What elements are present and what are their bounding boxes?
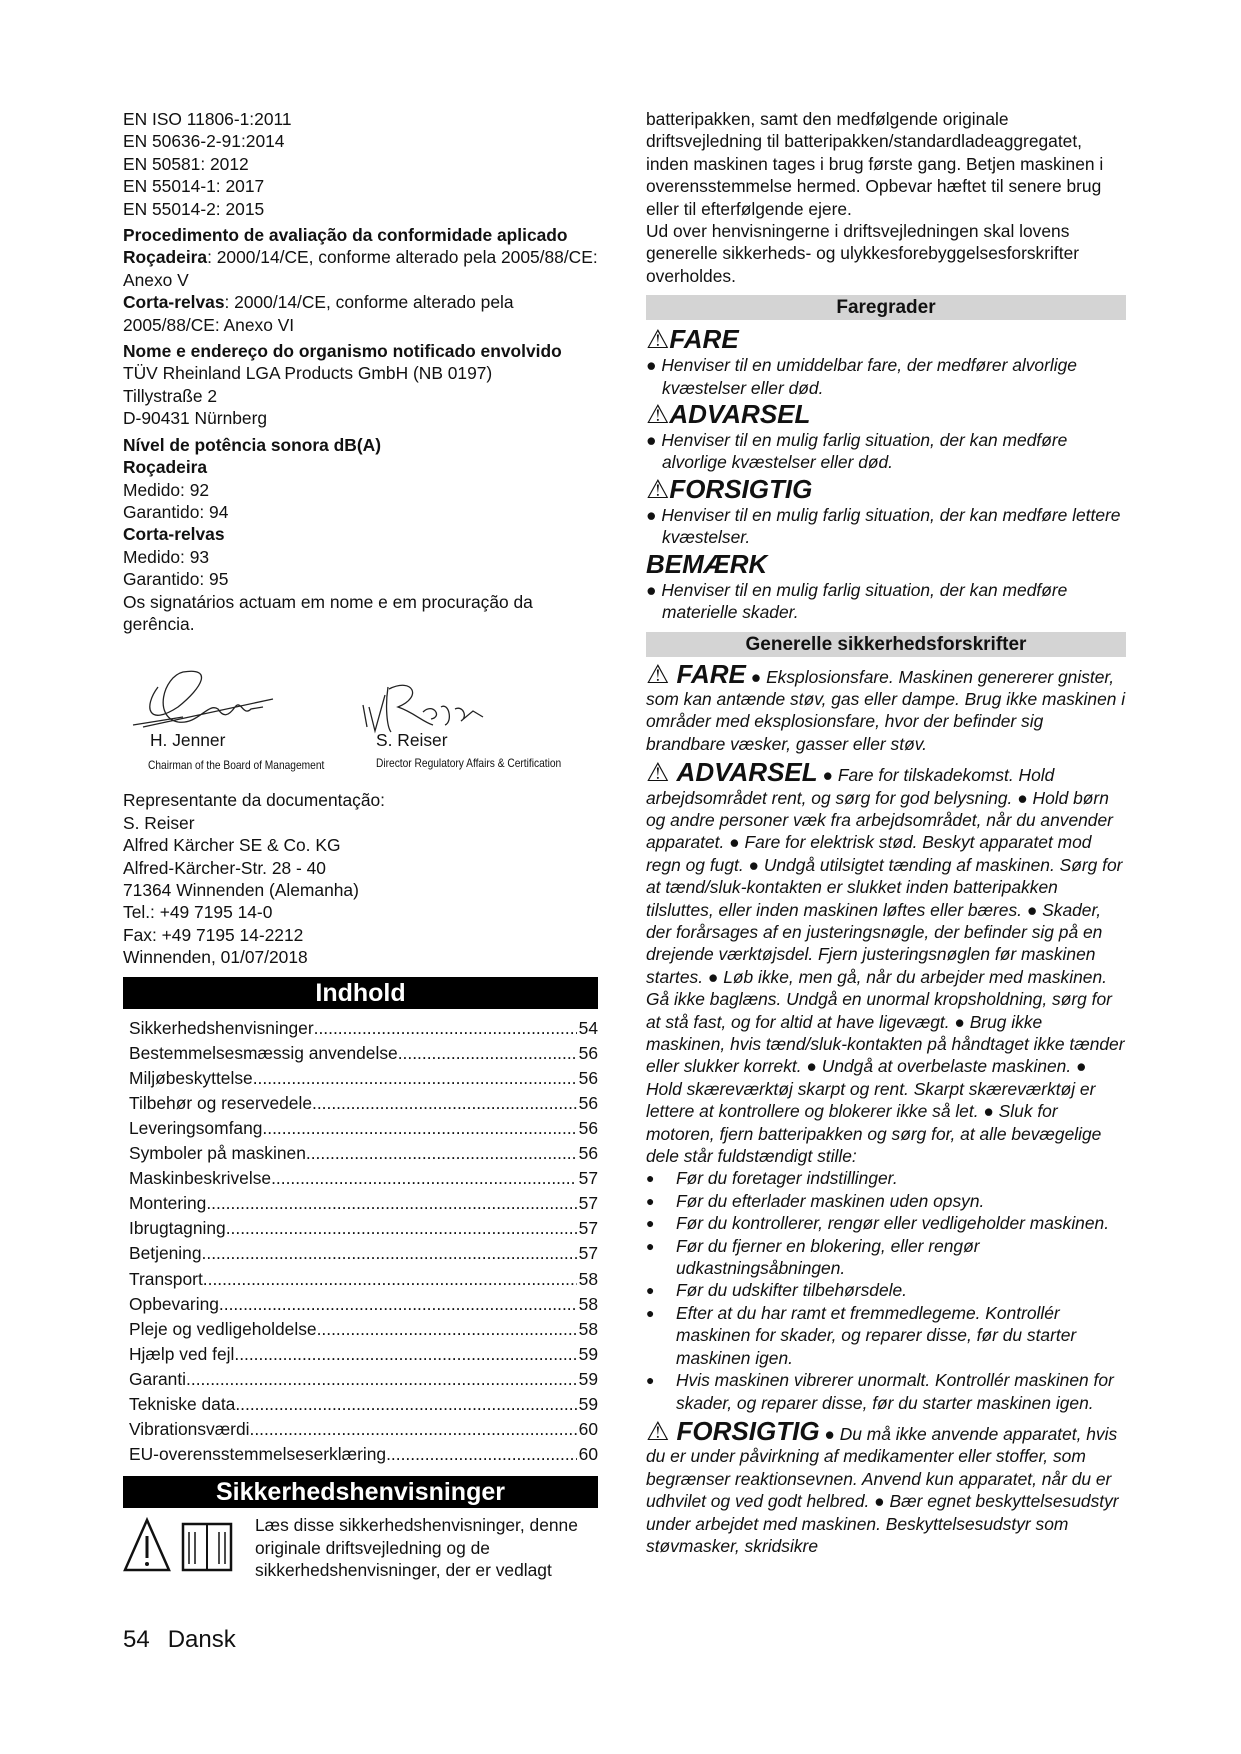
toc-label: Miljøbeskyttelse [129,1067,253,1088]
toc-row[interactable] [129,1117,598,1142]
toc-dots [234,1343,576,1365]
signatories-text: Os signatários actuam em nome e em procuração da gerência. [123,591,533,634]
corta-label: Corta-relvas [123,292,225,313]
toc-page: 58 [578,1293,598,1314]
page-footer [123,1626,254,1654]
hazard-levels [646,324,1126,623]
left-column [123,108,598,1584]
toc-row[interactable] [129,1443,598,1468]
sound-rocadeira: Roçadeira [123,457,208,478]
toc-title: Indhold [123,977,598,1009]
standards-list [123,108,598,220]
toc-label: Ibrugtagning [129,1218,226,1239]
warning-icon: ⚠ [646,399,670,430]
safety-icons [123,1514,241,1584]
toc-page: 60 [578,1444,598,1465]
toc-label: Sikkerhedshenvisninger [129,1017,314,1038]
toc-label: Vibrationsværdi [129,1419,250,1440]
faregrader-title: Faregrader [646,295,1126,320]
advarsel-text: ● Fare for tilskadekomst. Hold arbejdsområdet rent, og sørg for god belysning. ● Hold børn og andre personer væk fra arbejdsområdet, når du anvender apparatet. ● Fare for elektrisk stød. Beskyt apparatet mod regn og fugt. ● Undgå utilsigtet tænding af maskinen. Sørg for at tænd/sluk-kontakten er slukket inden batteripakken tilsluttes, eller inden maskinen løftes eller bæres. ● Skader, der forårsages af en justeringsnøgle, der befinder sig på en drejende værktøjsdel. Fjern justeringsnøglen før maskinen startes. ● Løb ikke, men gå, når du arbejder med maskinen. Gå ikke baglæns. Undgå en unormal kropsholdning, sørg for at stå fast, og for altid at have ligevægt. ● Brug ikke maskinen, hvis tænd/sluk-kontakten på håndtaget ikke tænder eller slukker korrekt. ● Undgå at overbelaste maskinen. ● Hold skæreværktøj skarpt og rent. Skarpt skæreværktøj er lettere at kontrollere og blokerer ikke så let. ● Sluk for motoren, fjern batteripakken og sørg for, at alle bevægelige dele står fuldstændigt stille: [646,765,1125,1167]
toc-label: Betjening [129,1243,202,1264]
warning-icon: ⚠ [646,658,677,689]
warning-icon: ⚠ [646,324,670,355]
hazard-word-text: FARE [669,324,739,355]
toc-label: Tilbehør og reservedele [129,1092,313,1113]
list-item: ● Hvis maskinen vibrerer unormalt. Kontrollér maskinen for skader, og reparer disse, før du starter maskinen igen. [646,1369,1126,1414]
notified-line: D-90431 Nürnberg [123,408,268,429]
toc-dots [398,1042,577,1064]
toc-row[interactable] [129,1067,598,1092]
toc-page: 59 [578,1394,598,1414]
toc-page: 56 [578,1143,598,1164]
signer-2-role: Director Regulatory Affairs & Certification [376,756,562,771]
toc-dots [314,1017,577,1039]
list-item: ● Før du udskifter tilbehørsdele. [646,1279,1126,1301]
toc-page: 56 [578,1067,598,1088]
toc-label: Maskinbeskrivelse [129,1168,272,1189]
table-of-contents [123,1017,598,1469]
toc-dots [186,1368,577,1390]
rocadeira-text: : 2000/14/CE, conforme alterado pela 2005/88/CE: Anexo V [123,247,598,290]
rep-line: Alfred Kärcher SE & Co. KG [123,835,341,856]
forsigtig-word [646,1416,820,1446]
rep-line: Tel.: +49 7195 14-0 [123,902,273,923]
rocadeira-label: Roçadeira [123,247,208,268]
rep-line: 71364 Winnenden (Alemanha) [123,879,359,900]
hazard-word [646,399,1126,429]
intro-text-2: Ud over henvisningerne i driftsvejledningen skal lovens generelle sikkerheds- og ulykkesforebyggelsesforskrifter overholdes. [646,221,1080,286]
signer-1-role: Chairman of the Board of Management [148,758,325,773]
toc-label: Montering [129,1193,207,1214]
fare-word [646,659,746,689]
toc-row[interactable] [129,1368,598,1393]
toc-row[interactable] [129,1268,598,1293]
toc-label: Opbevaring [129,1293,219,1314]
toc-page: 59 [578,1368,598,1389]
corta-text: : 2000/14/CE, conforme alterado pela 2005/88/CE: Anexo VI [123,292,514,335]
hazard-word-text: FORSIGTIG [669,473,813,504]
warning-icon: ⚠ [646,473,670,504]
toc-page: 54 [578,1017,598,1038]
toc-dots [253,1067,577,1089]
list-item: ● Før du fjerner en blokering, eller rengør udkastningsåbningen. [646,1235,1126,1280]
hazard-level [646,549,1126,624]
fare-text: ● Eksplosionsfare. Maskinen genererer gnister, som kan antænde støv, gas eller dampe. Brug ikke maskinen i områder med eksplosionsfare, hvor der befinder sig brandbare væsker, gasser eller støv. [646,666,1126,754]
toc-dots [226,1217,577,1239]
notified-heading: Nome e endereço do organismo notificado envolvido [123,341,562,362]
toc-row[interactable] [129,1217,598,1242]
toc-dots [206,1192,576,1214]
warning-and-manual-icon [123,1514,241,1580]
corta-line [123,291,598,336]
toc-row[interactable] [129,1042,598,1067]
toc-dots [250,1418,577,1440]
toc-page: 58 [578,1268,598,1289]
right-column [646,108,1126,1557]
bullet-list [646,1167,1126,1413]
toc-page: 57 [578,1218,598,1239]
toc-dots [312,1092,577,1114]
toc-row[interactable] [129,1017,598,1042]
standard-line: EN 55014-2: 2015 [123,198,265,219]
toc-page: 58 [578,1318,598,1339]
safety-title: Sikkerhedshenvisninger [123,1476,598,1508]
toc-label: Leveringsomfang [129,1117,263,1138]
sound-value: Medido: 93 [123,546,210,567]
forsigtig-text: ● Du må ikke anvende apparatet, hvis du er under påvirkning af medikamenter eller stoffer, som begrænser reaktionsevnen. Anvend kun apparatet, når du er udhvilet og ved godt helbred. ● Bær egnet beskyttelsesudstyr under arbejdet med maskinen. Beskyttelsesudstyr som støvmasker, skridsikre [646,1423,1119,1556]
toc-dots [235,1393,576,1415]
toc-page: 56 [578,1092,598,1113]
standard-line: EN 50636-2-91:2014 [123,131,285,152]
toc-dots [219,1293,577,1315]
toc-dots [262,1117,576,1139]
hazard-level [646,399,1126,474]
procedure-heading: Procedimento de avaliação da conformidade aplicado [123,225,568,246]
toc-page: 59 [578,1343,598,1364]
toc-row[interactable] [129,1142,598,1167]
toc-label: Hjælp ved fejl [129,1343,235,1364]
forsigtig-paragraph [646,1415,1126,1557]
toc-page: 60 [578,1419,598,1440]
toc-dots [306,1142,577,1164]
hazard-word-text: ADVARSEL [669,399,811,430]
toc-row[interactable] [129,1192,598,1217]
toc-page: 56 [578,1042,598,1063]
rep-line: Alfred-Kärcher-Str. 28 - 40 [123,857,326,878]
page-number: 54 [123,1626,150,1653]
safety-intro [123,1514,598,1584]
hazard-word [646,324,1126,354]
list-item: ● Før du kontrollerer, rengør eller vedligeholder maskinen. [646,1212,1126,1234]
hazard-word [646,474,1126,504]
forsigtig-word-text: FORSIGTIG [676,1415,820,1446]
notified-line: TÜV Rheinland LGA Products GmbH (NB 0197) [123,363,493,384]
toc-row[interactable] [129,1092,598,1117]
rep-line: Winnenden, 01/07/2018 [123,947,308,968]
toc-row[interactable] [129,1418,598,1443]
hazard-word: BEMÆRK [646,548,768,579]
fare-paragraph [646,658,1126,756]
toc-dots [271,1167,577,1189]
toc-label: EU-overensstemmelseserklæring [129,1444,387,1465]
toc-row[interactable] [129,1393,598,1418]
toc-page: 57 [578,1193,598,1214]
fare-word-text: FARE [676,658,746,689]
warning-icon: ⚠ [646,757,677,788]
hazard-text: ● Henviser til en umiddelbar fare, der medfører alvorlige kvæstelser eller død. [646,355,1077,398]
toc-label: Symboler på maskinen [129,1143,306,1164]
safety-intro-text: Læs disse sikkerhedshenvisninger, denne originale driftsvejledning og de sikkerhedshenvisninger, der er vedlagt [255,1515,578,1581]
toc-row[interactable] [129,1318,598,1343]
toc-page: 57 [578,1243,598,1264]
signature-block [123,647,598,779]
toc-row[interactable] [129,1343,598,1368]
toc-row[interactable] [129,1167,598,1192]
standard-line: EN 55014-1: 2017 [123,176,265,197]
toc-dots [202,1242,577,1264]
hazard-text: ● Henviser til en mulig farlig situation, der kan medføre lettere kvæstelser. [646,504,1121,548]
toc-dots [386,1443,577,1465]
hazard-level [646,474,1126,549]
standard-line: EN ISO 11806-1:2011 [123,109,292,129]
list-item: ● Efter at du har ramt et fremmedlegeme. Kontrollér maskinen for skader, og reparer disse, før du starter maskinen igen. [646,1302,1126,1369]
signer-1-name: H. Jenner [150,730,226,751]
toc-dots [203,1268,577,1290]
footer-language: Dansk [167,1626,236,1653]
rep-line: Fax: +49 7195 14-2212 [123,924,304,945]
toc-label: Pleje og vedligeholdelse [129,1318,317,1339]
advarsel-word-text: ADVARSEL [676,757,818,788]
list-item: ● Før du foretager indstillinger. [646,1167,1126,1189]
toc-dots [317,1318,577,1340]
warning-icon: ⚠ [646,1415,677,1446]
rep-line: S. Reiser [123,812,195,833]
toc-label: Bestemmelsesmæssig anvendelse [129,1042,398,1063]
rep-line: Representante da documentação: [123,790,386,811]
representative-block [123,789,598,968]
sound-value: Medido: 92 [123,479,210,500]
sound-value: Garantido: 94 [123,501,229,522]
list-item: ● Før du efterlader maskinen uden opsyn. [646,1190,1126,1212]
advarsel-paragraph [646,757,1126,1167]
toc-row[interactable] [129,1293,598,1318]
toc-page: 56 [578,1117,598,1138]
sound-heading: Nível de potência sonora dB(A) [123,434,381,455]
toc-page: 57 [578,1168,598,1189]
toc-label: Transport [129,1268,203,1289]
hazard-text: ● Henviser til en mulig farlig situation, der kan medføre alvorlige kvæstelser eller død. [646,430,1068,473]
toc-label: Tekniske data [129,1394,236,1414]
toc-label: Garanti [129,1368,187,1389]
sound-value: Garantido: 95 [123,569,229,590]
standard-line: EN 50581: 2012 [123,153,249,174]
general-safety-title: Generelle sikkerhedsforskrifter [646,632,1126,657]
hazard-text: ● Henviser til en mulig farlig situation, der kan medføre materielle skader. [646,579,1068,623]
toc-row[interactable] [129,1242,598,1267]
hazard-level [646,324,1126,399]
intro-text: batteripakken, samt den medfølgende originale driftsvejledning til batteripakken/standardladeaggregatet, inden maskinen tages i brug første gang. Betjen maskinen i overensstemmelse hermed. Opbevar hæftet til senere brug eller til efterfølgende ejere. [646,109,1104,219]
signer-2-name: S. Reiser [376,730,448,751]
advarsel-word [646,757,818,787]
notified-line: Tillystraße 2 [123,385,218,406]
sound-corta: Corta-relvas [123,524,225,545]
rocadeira-line [123,246,598,291]
